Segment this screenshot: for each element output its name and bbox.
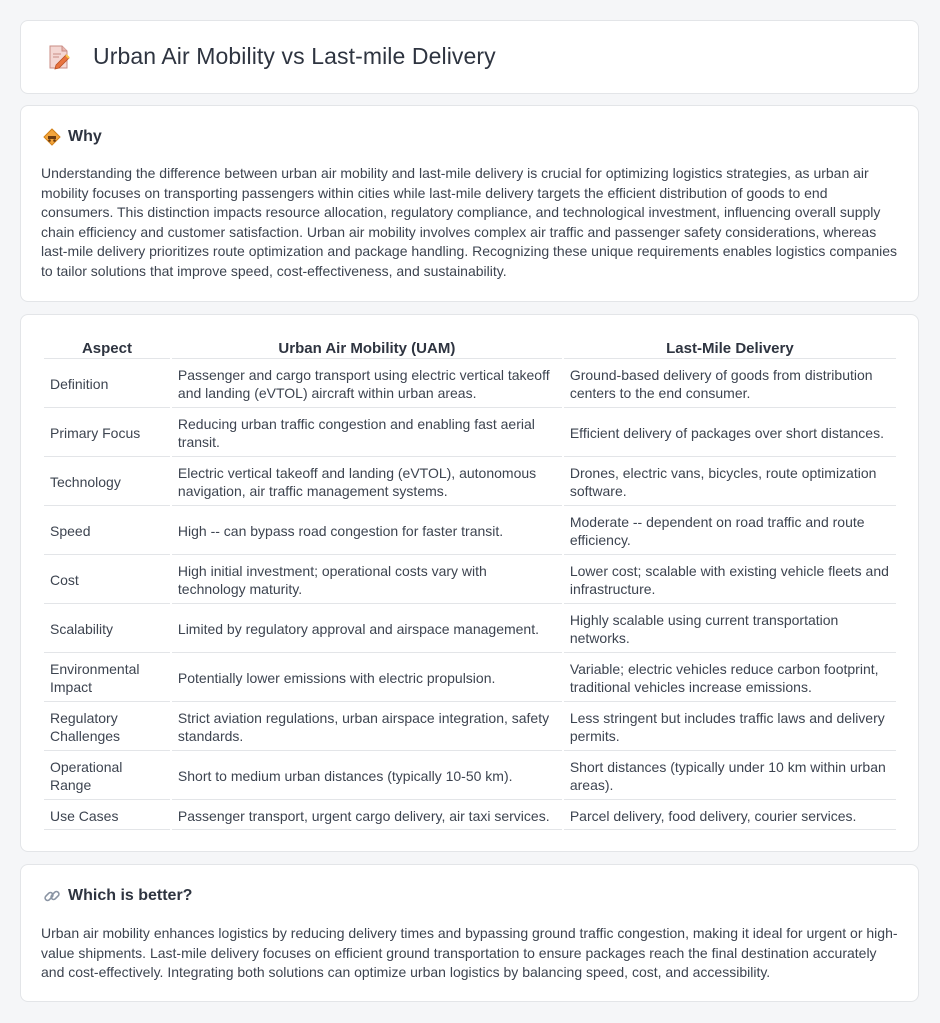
row-aspect: Operational Range bbox=[44, 753, 170, 800]
row-uam: Potentially lower emissions with electric propulsion. bbox=[172, 655, 562, 702]
table-row bbox=[44, 459, 896, 506]
table-row bbox=[44, 606, 896, 653]
row-uam: Strict aviation regulations, urban airspace integration, safety standards. bbox=[172, 704, 562, 751]
link-icon bbox=[43, 887, 61, 905]
warning-diamond-icon bbox=[43, 128, 61, 146]
why-title: Why bbox=[68, 128, 102, 145]
comparison-section bbox=[20, 314, 919, 852]
row-last-mile: Less stringent but includes traffic laws and delivery permits. bbox=[564, 704, 896, 751]
row-uam: High -- can bypass road congestion for faster transit. bbox=[172, 508, 562, 555]
row-last-mile: Efficient delivery of packages over short distances. bbox=[564, 410, 896, 457]
table-header-row bbox=[44, 338, 896, 359]
comparison-table bbox=[42, 336, 898, 832]
header-last-mile: Last-Mile Delivery bbox=[564, 338, 896, 359]
row-aspect: Scalability bbox=[44, 606, 170, 653]
row-uam: Reducing urban traffic congestion and enabling fast aerial transit. bbox=[172, 410, 562, 457]
row-aspect: Environmental Impact bbox=[44, 655, 170, 702]
table-row bbox=[44, 557, 896, 604]
row-aspect: Use Cases bbox=[44, 802, 170, 830]
row-uam: Electric vertical takeoff and landing (eVTOL), autonomous navigation, air traffic management systems. bbox=[172, 459, 562, 506]
table-row bbox=[44, 753, 896, 800]
table-row bbox=[44, 410, 896, 457]
row-last-mile: Drones, electric vans, bicycles, route optimization software. bbox=[564, 459, 896, 506]
table-row bbox=[44, 508, 896, 555]
table-row bbox=[44, 655, 896, 702]
why-body: Understanding the difference between urban air mobility and last-mile delivery is crucial for optimizing logistics strategies, as urban air mobility focuses on transporting passengers within cities while last-mile delivery targets the efficient distribution of goods to end consumers. This distinction impacts resource allocation, regulatory compliance, and technological investment, influencing overall supply chain efficiency and customer satisfaction. Urban air mobility involves complex air traffic and passenger safety considerations, whereas last-mile delivery prioritizes route optimization and package handling. Recognizing these unique requirements enables logistics companies to tailor solutions that improve speed, cost-effectiveness, and sustainability. bbox=[41, 165, 898, 279]
row-uam: Passenger transport, urgent cargo delivery, air taxi services. bbox=[172, 802, 562, 830]
table-row bbox=[44, 802, 896, 830]
header-aspect: Aspect bbox=[44, 338, 170, 359]
header-card bbox=[20, 20, 919, 94]
why-section bbox=[20, 105, 919, 302]
which-is-better-section bbox=[20, 864, 919, 1002]
row-last-mile: Parcel delivery, food delivery, courier services. bbox=[564, 802, 896, 830]
better-body: Urban air mobility enhances logistics by reducing delivery times and bypassing ground traffic congestion, making it ideal for urgent or high-value shipments. Last-mile delivery focuses on efficient ground transportation to ensure packages reach the final destination accurately and cost-effectively. Integrating both solutions can optimize urban logistics by balancing speed, cost, and accessibility. bbox=[41, 925, 898, 980]
better-title: Which is better? bbox=[68, 887, 193, 904]
header-uam: Urban Air Mobility (UAM) bbox=[172, 338, 562, 359]
row-last-mile: Lower cost; scalable with existing vehicle fleets and infrastructure. bbox=[564, 557, 896, 604]
table-row bbox=[44, 361, 896, 408]
row-last-mile: Highly scalable using current transportation networks. bbox=[564, 606, 896, 653]
page-title: Urban Air Mobility vs Last-mile Delivery bbox=[93, 43, 496, 69]
table-row bbox=[44, 704, 896, 751]
row-aspect: Speed bbox=[44, 508, 170, 555]
document-pencil-icon bbox=[47, 44, 71, 70]
row-aspect: Cost bbox=[44, 557, 170, 604]
row-uam: Limited by regulatory approval and airspace management. bbox=[172, 606, 562, 653]
row-aspect: Regulatory Challenges bbox=[44, 704, 170, 751]
row-last-mile: Moderate -- dependent on road traffic and route efficiency. bbox=[564, 508, 896, 555]
row-aspect: Technology bbox=[44, 459, 170, 506]
row-last-mile: Variable; electric vehicles reduce carbon footprint, traditional vehicles increase emissions. bbox=[564, 655, 896, 702]
row-last-mile: Short distances (typically under 10 km within urban areas). bbox=[564, 753, 896, 800]
row-uam: High initial investment; operational costs vary with technology maturity. bbox=[172, 557, 562, 604]
row-uam: Passenger and cargo transport using electric vertical takeoff and landing (eVTOL) aircraft within urban areas. bbox=[172, 361, 562, 408]
row-last-mile: Ground-based delivery of goods from distribution centers to the end consumer. bbox=[564, 361, 896, 408]
row-aspect: Primary Focus bbox=[44, 410, 170, 457]
row-aspect: Definition bbox=[44, 361, 170, 408]
row-uam: Short to medium urban distances (typically 10-50 km). bbox=[172, 753, 562, 800]
